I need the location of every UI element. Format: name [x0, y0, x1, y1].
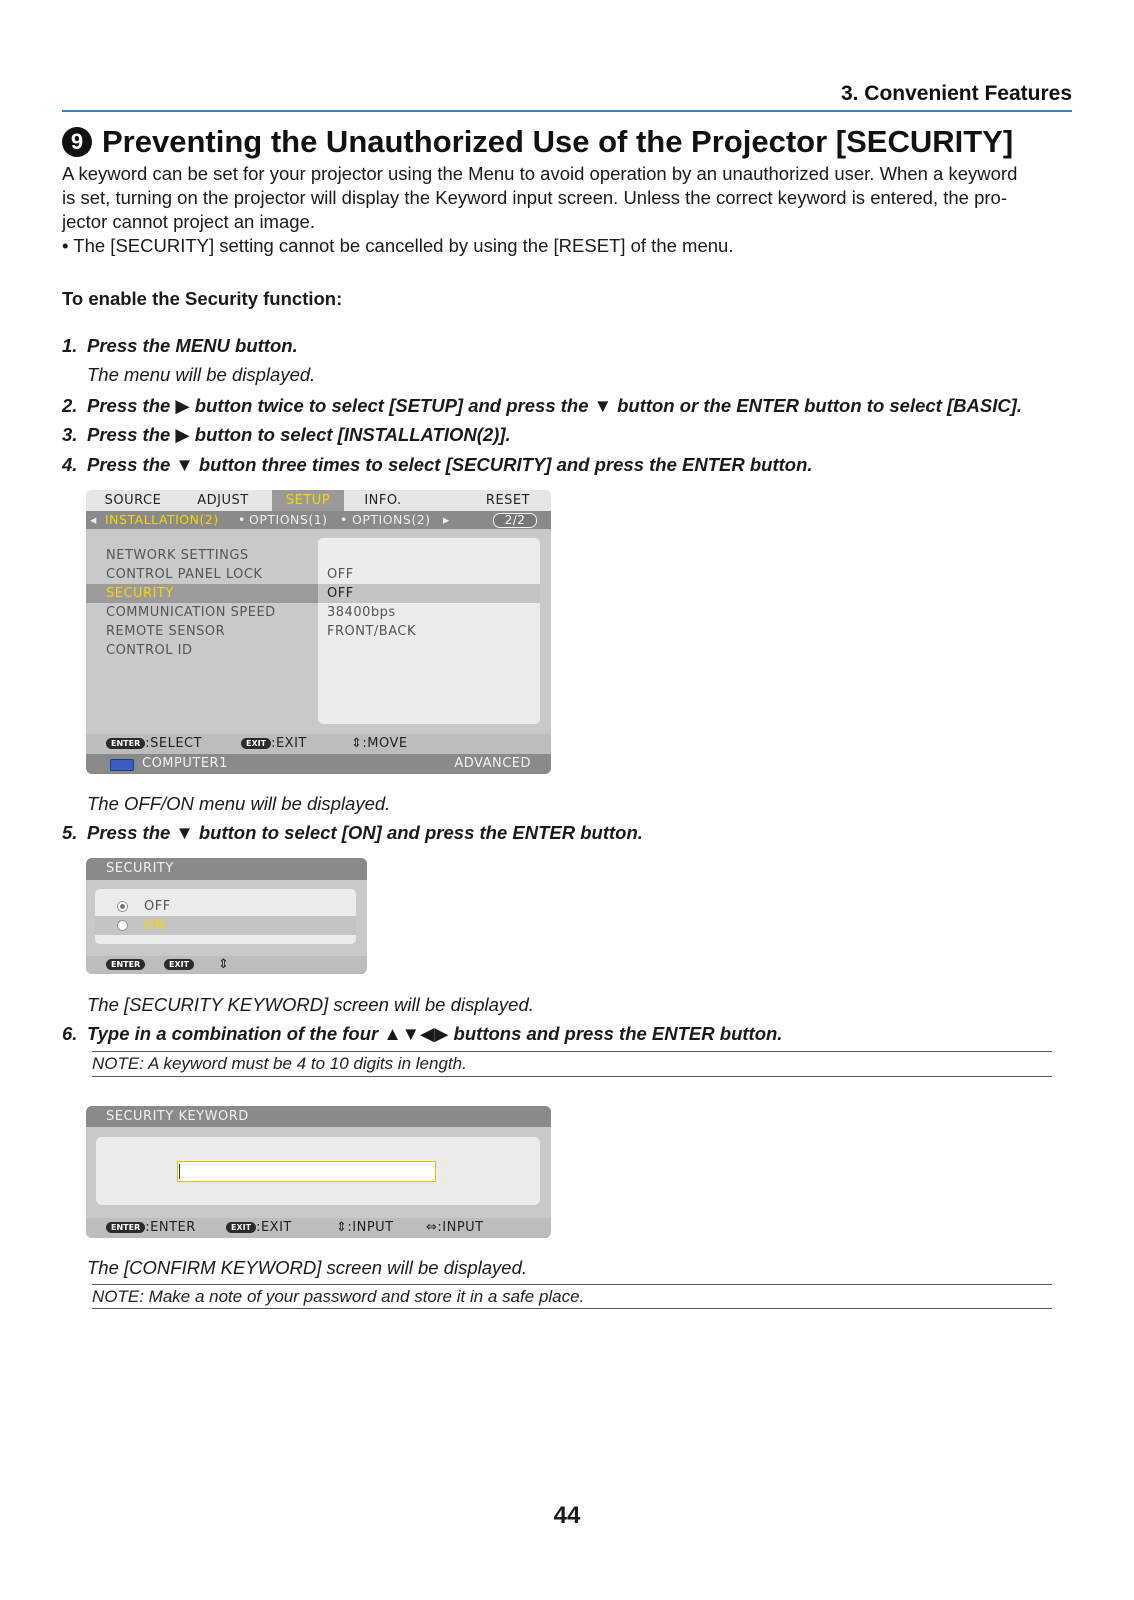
- help-enter-select: [106, 734, 202, 754]
- page-indicator: 2/2: [493, 513, 537, 528]
- note-keyword-length: NOTE: A keyword must be 4 to 10 digits in length.: [92, 1054, 467, 1073]
- row-label: REMOTE SENSOR: [106, 624, 226, 639]
- tab-info[interactable]: INFO.: [364, 493, 402, 508]
- menu-osd: [86, 490, 551, 774]
- step-text: Press the ▼ button to select [ON] and press the ENTER button.: [87, 822, 643, 843]
- row-value: FRONT/BACK: [327, 624, 416, 639]
- page-number: 44: [553, 1502, 581, 1529]
- step-result: The [CONFIRM KEYWORD] screen will be displayed.: [87, 1257, 528, 1278]
- option-label: OFF: [144, 899, 171, 914]
- row-label: SECURITY: [106, 586, 174, 601]
- intro-line: A keyword can be set for your projector using the Menu to avoid operation by an unauthorized user. When a keyword: [62, 163, 1018, 184]
- note-rule: [92, 1308, 1052, 1309]
- osd-title-text: SECURITY KEYWORD: [106, 1109, 249, 1124]
- note-rule: [92, 1051, 1052, 1052]
- step-2: [62, 395, 1022, 417]
- row-value: OFF: [327, 586, 354, 601]
- menu-tab-bar: [86, 490, 551, 511]
- row-label: CONTROL PANEL LOCK: [106, 567, 263, 582]
- menu-subtab-bar: [86, 511, 551, 529]
- help-label: :EXIT: [256, 1220, 292, 1235]
- help-exit: [164, 956, 194, 974]
- help-exit: [226, 1218, 292, 1238]
- subtab-options-1[interactable]: OPTIONS(1): [249, 512, 328, 527]
- subtab-options-2[interactable]: OPTIONS(2): [352, 512, 431, 527]
- osd-title-text: SECURITY: [106, 861, 174, 876]
- security-keyword-osd: [86, 1106, 551, 1238]
- step-1: [62, 335, 298, 357]
- security-help-bar: [86, 956, 367, 974]
- step-5: [62, 822, 643, 844]
- intro-line: jector cannot project an image.: [62, 211, 315, 232]
- page-title: [62, 124, 1092, 160]
- help-enter: [106, 956, 145, 974]
- subtab-right-arrow-icon[interactable]: ▸: [443, 512, 450, 527]
- subtab-separator: •: [340, 512, 348, 527]
- up-down-icon: ⇕: [218, 957, 230, 972]
- step-number: 2.: [62, 395, 78, 416]
- menu-status-bar: [86, 754, 551, 774]
- help-enter: [106, 1218, 196, 1238]
- menu-row-control-panel-lock[interactable]: [86, 565, 551, 584]
- menu-row-security[interactable]: [86, 584, 551, 603]
- step-text: Press the MENU button.: [87, 335, 298, 356]
- help-input-leftright: ⇔:INPUT: [426, 1220, 484, 1235]
- step-6: [62, 1023, 782, 1045]
- tab-setup[interactable]: SETUP: [272, 490, 344, 511]
- step-number: 5.: [62, 822, 78, 843]
- subheading: To enable the Security function:: [62, 288, 343, 309]
- row-label: COMMUNICATION SPEED: [106, 605, 276, 620]
- step-4: [62, 454, 813, 476]
- tab-reset[interactable]: RESET: [485, 493, 531, 508]
- menu-row-network-settings[interactable]: [86, 546, 551, 565]
- menu-body: [86, 529, 551, 726]
- step-3: [62, 424, 511, 446]
- subtab-installation-2[interactable]: INSTALLATION(2): [105, 512, 219, 527]
- page-title-text: Preventing the Unauthorized Use of the Projector [SECURITY]: [102, 124, 1014, 159]
- step-number: 1.: [62, 335, 78, 356]
- security-osd: [86, 858, 367, 974]
- input-source: COMPUTER1: [142, 756, 228, 771]
- menu-row-communication-speed[interactable]: [86, 603, 551, 622]
- row-value: OFF: [327, 567, 354, 582]
- option-label: ON: [144, 918, 165, 933]
- step-result: The [SECURITY KEYWORD] screen will be displayed.: [87, 994, 534, 1015]
- step-text: Press the ▼ button three times to select [SECURITY] and press the ENTER button.: [87, 454, 813, 475]
- radio-selected-icon: [117, 901, 128, 912]
- help-label: :SELECT: [145, 736, 203, 751]
- section-number-badge: 9: [62, 127, 92, 157]
- menu-row-control-id[interactable]: [86, 641, 551, 660]
- tab-adjust[interactable]: ADJUST: [197, 493, 249, 508]
- enter-key-icon: ENTER: [106, 1222, 145, 1233]
- computer-input-icon: [110, 759, 134, 771]
- step-text: Press the ▶ button twice to select [SETUP] and press the ▼ button or the ENTER button to select [BASIC].: [87, 395, 1022, 416]
- help-label: :ENTER: [145, 1220, 196, 1235]
- menu-help-bar: [86, 734, 551, 754]
- note-rule: [92, 1076, 1052, 1077]
- step-text: Press the ▶ button to select [INSTALLATION(2)].: [87, 424, 511, 445]
- enter-key-icon: ENTER: [106, 959, 145, 970]
- keyword-help-bar: [86, 1218, 551, 1238]
- header-divider: [62, 110, 1072, 112]
- row-label: NETWORK SETTINGS: [106, 548, 249, 563]
- exit-key-icon: EXIT: [164, 959, 194, 970]
- exit-key-icon: EXIT: [226, 1222, 256, 1233]
- security-osd-title: [86, 858, 367, 880]
- intro-line: is set, turning on the projector will display the Keyword input screen. Unless the correct keyword is entered, the pro-: [62, 187, 1007, 208]
- keyword-input[interactable]: [177, 1161, 436, 1182]
- help-label: :EXIT: [271, 736, 307, 751]
- menu-row-remote-sensor[interactable]: [86, 622, 551, 641]
- note-password: NOTE: Make a note of your password and store it in a safe place.: [92, 1287, 585, 1306]
- step-number: 3.: [62, 424, 78, 445]
- row-label: CONTROL ID: [106, 643, 193, 658]
- tab-source[interactable]: SOURCE: [104, 493, 162, 508]
- row-value: 38400bps: [327, 605, 396, 620]
- option-on[interactable]: [95, 916, 356, 935]
- keyword-osd-title: [86, 1106, 551, 1127]
- section-header: 3. Convenient Features: [840, 82, 1072, 105]
- menu-mode: ADVANCED: [454, 756, 531, 771]
- step-number: 6.: [62, 1023, 78, 1044]
- intro-bullet: • The [SECURITY] setting cannot be cancelled by using the [RESET] of the menu.: [62, 235, 734, 256]
- radio-icon: [117, 920, 128, 931]
- help-input-updown: ⇕:INPUT: [336, 1220, 394, 1235]
- subtab-left-arrow-icon[interactable]: ◂: [90, 512, 97, 527]
- help-move: ⇕:MOVE: [351, 736, 408, 751]
- step-number: 4.: [62, 454, 78, 475]
- option-off[interactable]: [95, 897, 356, 916]
- help-exit: [241, 734, 307, 754]
- step-text: Type in a combination of the four ▲▼◀▶ buttons and press the ENTER button.: [87, 1023, 783, 1044]
- note-rule: [92, 1284, 1052, 1285]
- step-result: The OFF/ON menu will be displayed.: [87, 793, 391, 814]
- subtab-separator: •: [238, 512, 246, 527]
- intro-paragraph: [62, 162, 1072, 234]
- step-result: The menu will be displayed.: [87, 364, 316, 385]
- enter-key-icon: ENTER: [106, 738, 145, 749]
- exit-key-icon: EXIT: [241, 738, 271, 749]
